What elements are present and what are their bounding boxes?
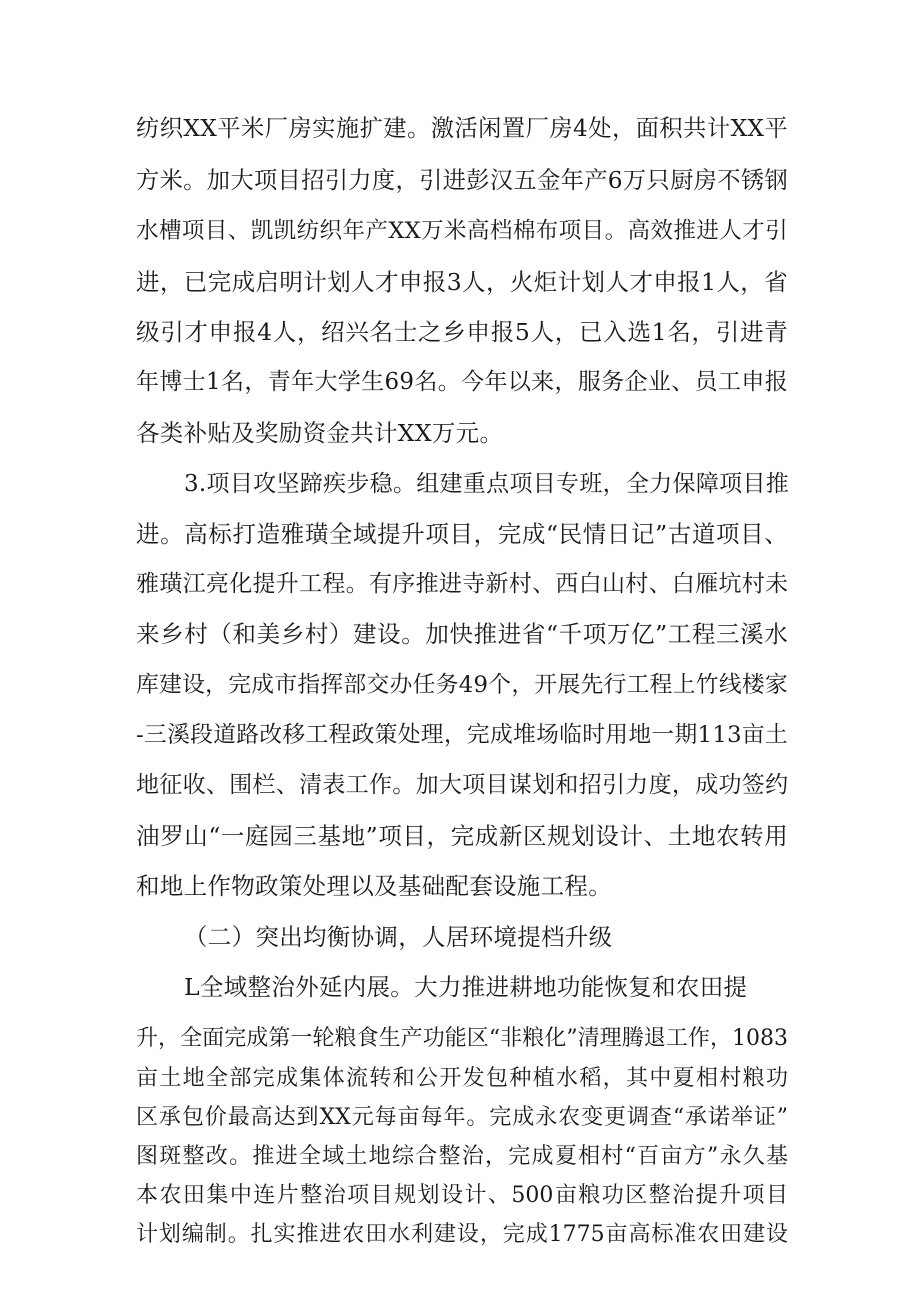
text-line: 地征收、围栏、清表工作。加大项目谋划和招引力度，成功签约 bbox=[136, 772, 789, 798]
text-line: -三溪段道路改移工程政策处理，完成堆场临时用地一期113亩土 bbox=[136, 722, 788, 748]
text-line: 各类补贴及奖励资金共计XX万元。 bbox=[136, 419, 504, 447]
text-line: 水槽项目、凯凯纺织年产XX万米高档棉布项目。高效推进人才引 bbox=[136, 218, 788, 244]
paragraph-heading-line: L全域整治外延内展。大力推进耕地功能恢复和农田提 bbox=[184, 973, 748, 1001]
paragraph-heading-line: 3.项目攻坚蹄疾步稳。组建重点项目专班，全力保障项目推 bbox=[184, 471, 790, 497]
text-line: 和地上作物政策处理以及基础配套设施工程。 bbox=[136, 872, 612, 900]
text-line: 库建设，完成市指挥部交办任务49个，开展先行工程上竹线楼家 bbox=[136, 672, 788, 698]
section-heading: （二）突出均衡协调，人居环境提档升级 bbox=[184, 923, 613, 951]
text-line: 来乡村（和美乡村）建设。加快推进省“千项万亿”工程三溪水 bbox=[136, 620, 788, 648]
text-line: 油罗山“一庭园三基地”项目，完成新区规划设计、土地农转用 bbox=[136, 822, 788, 850]
text-line: 年博士1名，青年大学生69名。今年以来，服务企业、员工申报 bbox=[136, 369, 788, 395]
text-line: 升，全面完成第一轮粮食生产功能区“非粮化”清理腾退工作，1083 bbox=[136, 1026, 788, 1051]
text-line: 计划编制。扎实推进农田水利建设，完成1775亩高标准农田建设 bbox=[136, 1222, 788, 1247]
text-line: 进，已完成启明计划人才申报3人，火炬计划人才申报1人，省 bbox=[136, 268, 788, 296]
text-line: 级引才申报4人，绍兴名士之乡申报5人，已入选1名，引进青 bbox=[136, 318, 788, 346]
text-line: 纺织XX平米厂房实施扩建。激活闲置厂房4处，面积共计XX平 bbox=[136, 115, 788, 142]
text-line: 区承包价最高达到XX元每亩每年。完成永农变更调查“承诺举证” bbox=[136, 1105, 788, 1130]
text-line: 图斑整改。推进全域土地综合整治，完成夏相村“百亩方”永久基 bbox=[136, 1144, 788, 1169]
text-line: 雅璜江亮化提升工程。有序推进寺新村、西白山村、白雁坑村未 bbox=[136, 571, 789, 597]
text-line: 进。高标打造雅璜全域提升项目，完成“民情日记”古道项目、 bbox=[136, 520, 788, 548]
text-line: 亩土地全部完成集体流转和公开发包种植水稻，其中夏相村粮功 bbox=[136, 1066, 788, 1091]
text-line: 本农田集中连片整治项目规划设计、500亩粮功区整治提升项目 bbox=[136, 1183, 788, 1208]
text-line: 方米。加大项目招引力度，引进彭汉五金年产6万只厨房不锈钢 bbox=[136, 167, 788, 194]
